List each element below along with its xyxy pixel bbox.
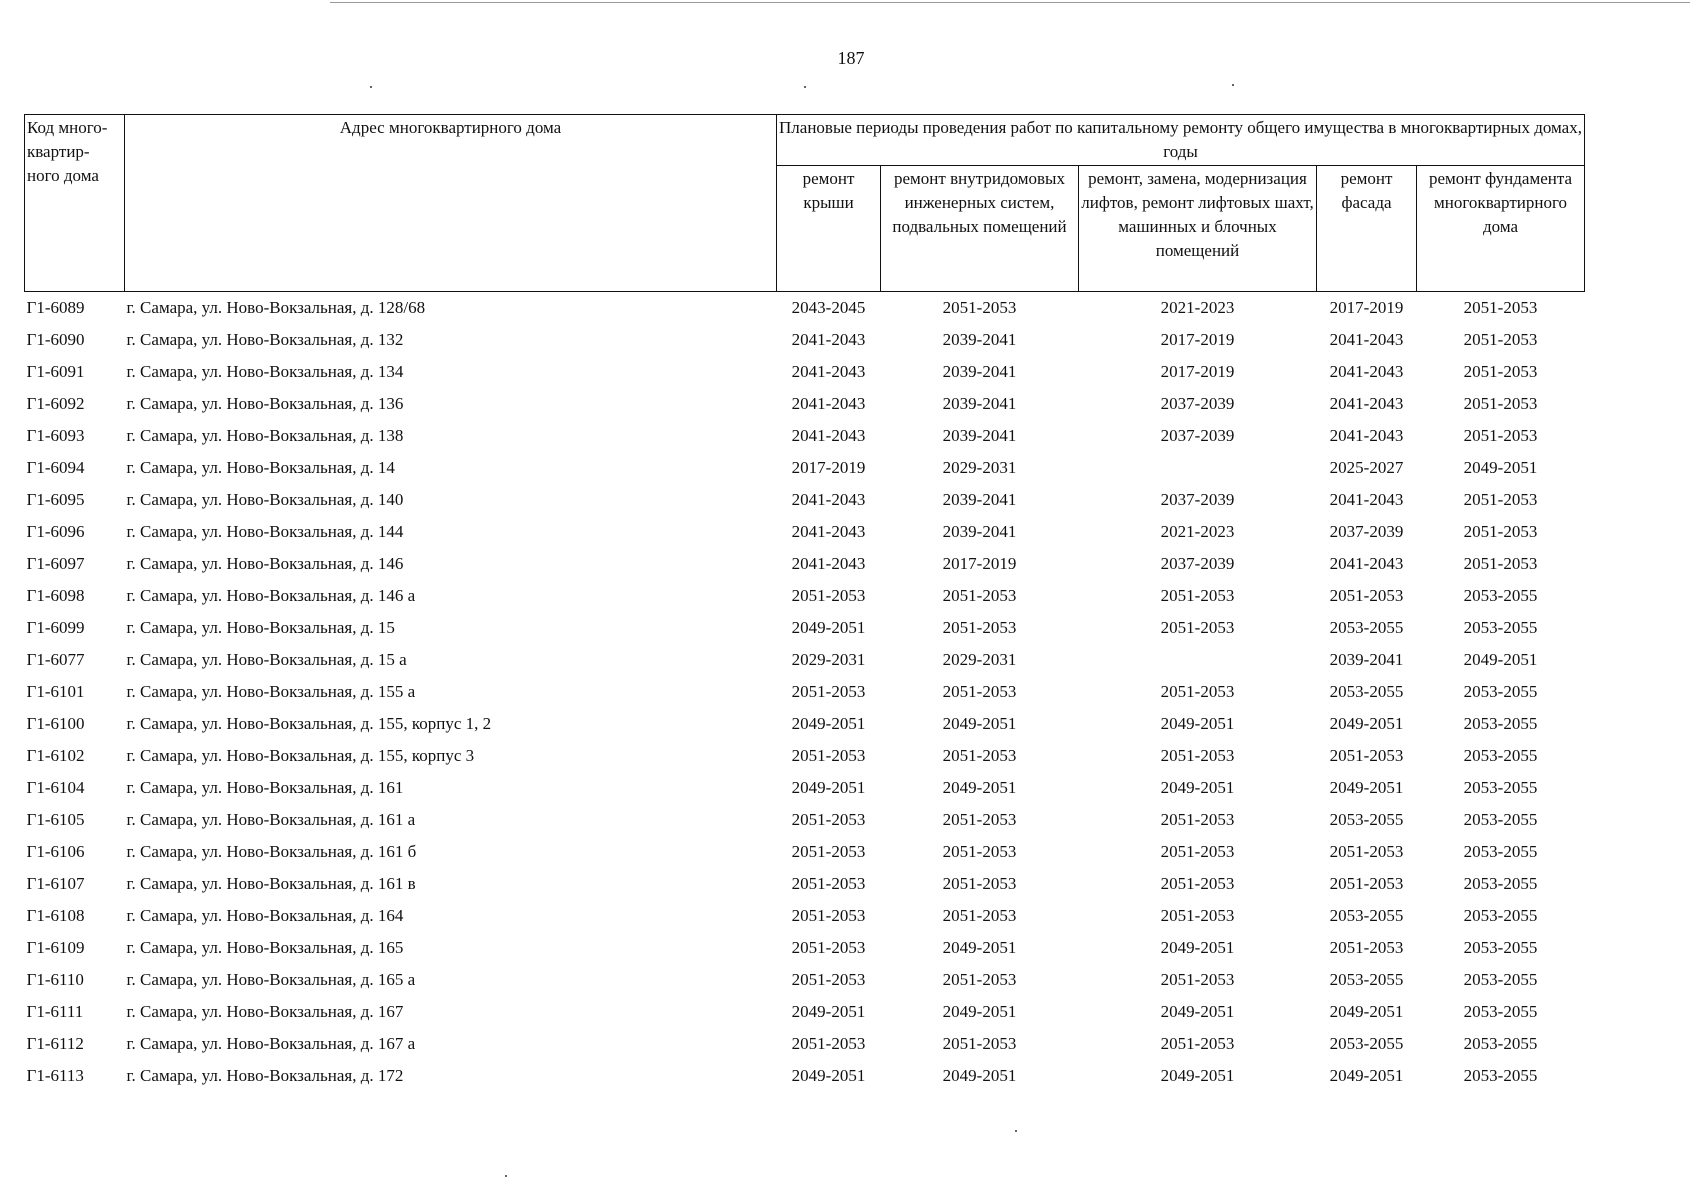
elevator-period-cell: 2051-2053 <box>1160 842 1235 861</box>
foundation-period-cell: 2053-2055 <box>1463 810 1538 829</box>
table-row <box>25 676 1585 708</box>
foundation-period-cell: 2053-2055 <box>1463 778 1538 797</box>
facade-period-cell: 2053-2055 <box>1329 682 1404 701</box>
house-code-cell: Г1-6099 <box>26 618 85 637</box>
facade-period-cell: 2025-2027 <box>1329 458 1404 477</box>
house-code-cell: Г1-6093 <box>26 426 85 445</box>
elevator-period-cell: 2049-2051 <box>1160 938 1235 957</box>
elevator-period-cell: 2051-2053 <box>1160 874 1235 893</box>
table-row <box>25 356 1585 388</box>
elevator-period-cell: 2049-2051 <box>1160 1066 1235 1085</box>
address-cell: г. Самара, ул. Ново-Вокзальная, д. 155 а <box>126 682 416 701</box>
foundation-period-cell: 2053-2055 <box>1463 938 1538 957</box>
foundation-period-cell: 2053-2055 <box>1463 714 1538 733</box>
engineering-period-cell: 2039-2041 <box>942 394 1017 413</box>
roof-period-cell: 2041-2043 <box>791 330 866 349</box>
roof-period-cell: 2049-2051 <box>791 1066 866 1085</box>
elevator-period-cell: 2049-2051 <box>1160 778 1235 797</box>
engineering-period-cell: 2051-2053 <box>942 842 1017 861</box>
house-code-cell: Г1-6111 <box>26 1002 84 1021</box>
scan-speck <box>505 1175 507 1177</box>
facade-period-cell: 2041-2043 <box>1329 394 1404 413</box>
scan-speck <box>804 86 806 88</box>
engineering-period-cell: 2039-2041 <box>942 330 1017 349</box>
facade-period-cell: 2049-2051 <box>1329 1066 1404 1085</box>
address-cell: г. Самара, ул. Ново-Вокзальная, д. 146 <box>126 554 404 573</box>
address-cell: г. Самара, ул. Ново-Вокзальная, д. 132 <box>126 330 404 349</box>
foundation-period-cell: 2053-2055 <box>1463 874 1538 893</box>
roof-period-cell: 2041-2043 <box>791 522 866 541</box>
address-cell: г. Самара, ул. Ново-Вокзальная, д. 146 а <box>126 586 416 605</box>
elevator-period-cell: 2051-2053 <box>1160 906 1235 925</box>
foundation-period-cell: 2051-2053 <box>1463 554 1538 573</box>
engineering-period-cell: 2029-2031 <box>942 650 1017 669</box>
house-code-cell: Г1-6108 <box>26 906 85 925</box>
roof-period-cell: 2051-2053 <box>791 842 866 861</box>
house-code-cell: Г1-6106 <box>26 842 85 861</box>
facade-period-cell: 2037-2039 <box>1329 522 1404 541</box>
address-cell: г. Самара, ул. Ново-Вокзальная, д. 155, корпус 3 <box>126 746 475 765</box>
engineering-period-cell: 2039-2041 <box>942 490 1017 509</box>
foundation-period-cell: 2051-2053 <box>1463 362 1538 381</box>
engineering-period-cell: 2051-2053 <box>942 906 1017 925</box>
foundation-period-cell: 2053-2055 <box>1463 586 1538 605</box>
capital-repair-schedule-table <box>24 114 1585 1092</box>
table-row <box>25 388 1585 420</box>
roof-period-cell: 2017-2019 <box>791 458 866 477</box>
address-cell: г. Самара, ул. Ново-Вокзальная, д. 15 а <box>126 650 407 669</box>
facade-period-cell: 2051-2053 <box>1329 746 1404 765</box>
roof-period-cell: 2043-2045 <box>791 298 866 317</box>
scan-edge-line <box>330 2 1690 3</box>
elevator-period-cell: 2021-2023 <box>1160 522 1235 541</box>
house-code-cell: Г1-6104 <box>26 778 85 797</box>
elevator-period-cell: 2037-2039 <box>1160 394 1235 413</box>
table-row <box>25 1028 1585 1060</box>
elevator-period-cell: 2051-2053 <box>1160 682 1235 701</box>
elevator-period-cell: 2017-2019 <box>1160 362 1235 381</box>
address-cell: г. Самара, ул. Ново-Вокзальная, д. 165 а <box>126 970 416 989</box>
house-code-cell: Г1-6091 <box>26 362 85 381</box>
address-cell: г. Самара, ул. Ново-Вокзальная, д. 161 а <box>126 810 416 829</box>
house-code-cell: Г1-6098 <box>26 586 85 605</box>
elevator-period-cell: 2021-2023 <box>1160 298 1235 317</box>
table-row <box>25 452 1585 484</box>
house-code-cell: Г1-6089 <box>26 298 85 317</box>
engineering-period-cell: 2049-2051 <box>942 714 1017 733</box>
header-engineering-repair: ремонт внутридомовых инженерных систем, подвальных помещений <box>881 166 1079 292</box>
foundation-period-cell: 2053-2055 <box>1463 906 1538 925</box>
address-cell: г. Самара, ул. Ново-Вокзальная, д. 155, корпус 1, 2 <box>126 714 492 733</box>
address-cell: г. Самара, ул. Ново-Вокзальная, д. 14 <box>126 458 395 477</box>
roof-period-cell: 2041-2043 <box>791 490 866 509</box>
header-address: Адрес многоквартирного дома <box>125 115 777 292</box>
house-code-cell: Г1-6109 <box>26 938 85 957</box>
engineering-period-cell: 2051-2053 <box>942 746 1017 765</box>
roof-period-cell: 2049-2051 <box>791 1002 866 1021</box>
roof-period-cell: 2051-2053 <box>791 810 866 829</box>
house-code-cell: Г1-6107 <box>26 874 85 893</box>
address-cell: г. Самара, ул. Ново-Вокзальная, д. 161 б <box>126 842 417 861</box>
header-foundation-repair: ремонт фундамента многоквартирного дома <box>1417 166 1585 292</box>
house-code-cell: Г1-6094 <box>26 458 85 477</box>
facade-period-cell: 2051-2053 <box>1329 842 1404 861</box>
elevator-period-cell: 2051-2053 <box>1160 586 1235 605</box>
facade-period-cell: 2051-2053 <box>1329 586 1404 605</box>
facade-period-cell: 2041-2043 <box>1329 362 1404 381</box>
roof-period-cell: 2041-2043 <box>791 362 866 381</box>
table-row <box>25 836 1585 868</box>
table-row <box>25 516 1585 548</box>
house-code-cell: Г1-6113 <box>26 1066 84 1085</box>
table-row <box>25 996 1585 1028</box>
facade-period-cell: 2051-2053 <box>1329 874 1404 893</box>
roof-period-cell: 2051-2053 <box>791 586 866 605</box>
page-number: 187 <box>837 48 865 68</box>
engineering-period-cell: 2051-2053 <box>942 682 1017 701</box>
elevator-period-cell: 2049-2051 <box>1160 714 1235 733</box>
header-facade-repair: ремонт фасада <box>1317 166 1417 292</box>
roof-period-cell: 2029-2031 <box>791 650 866 669</box>
elevator-period-cell: 2037-2039 <box>1160 554 1235 573</box>
header-roof-repair: ремонт крыши <box>777 166 881 292</box>
engineering-period-cell: 2051-2053 <box>942 874 1017 893</box>
house-code-cell: Г1-6096 <box>26 522 85 541</box>
facade-period-cell: 2041-2043 <box>1329 554 1404 573</box>
address-cell: г. Самара, ул. Ново-Вокзальная, д. 161 в <box>126 874 416 893</box>
elevator-period-cell: 2051-2053 <box>1160 970 1235 989</box>
foundation-period-cell: 2053-2055 <box>1463 1002 1538 1021</box>
table-row <box>25 644 1585 676</box>
address-cell: г. Самара, ул. Ново-Вокзальная, д. 15 <box>126 618 395 637</box>
house-code-cell: Г1-6100 <box>26 714 85 733</box>
foundation-period-cell: 2049-2051 <box>1463 650 1538 669</box>
table-body <box>25 292 1585 1093</box>
engineering-period-cell: 2039-2041 <box>942 426 1017 445</box>
house-code-cell: Г1-6095 <box>26 490 85 509</box>
house-code-cell: Г1-6101 <box>26 682 85 701</box>
address-cell: г. Самара, ул. Ново-Вокзальная, д. 164 <box>126 906 404 925</box>
roof-period-cell: 2049-2051 <box>791 714 866 733</box>
facade-period-cell: 2049-2051 <box>1329 1002 1404 1021</box>
engineering-period-cell: 2051-2053 <box>942 298 1017 317</box>
table-row <box>25 292 1585 325</box>
table-row <box>25 708 1585 740</box>
facade-period-cell: 2053-2055 <box>1329 1034 1404 1053</box>
table-row <box>25 804 1585 836</box>
table-row <box>25 580 1585 612</box>
house-code-cell: Г1-6110 <box>26 970 84 989</box>
roof-period-cell: 2051-2053 <box>791 1034 866 1053</box>
house-code-cell: Г1-6102 <box>26 746 85 765</box>
roof-period-cell: 2049-2051 <box>791 618 866 637</box>
elevator-period-cell: 2037-2039 <box>1160 426 1235 445</box>
engineering-period-cell: 2049-2051 <box>942 1066 1017 1085</box>
elevator-period-cell: 2037-2039 <box>1160 490 1235 509</box>
house-code-cell: Г1-6112 <box>26 1034 84 1053</box>
elevator-period-cell: 2051-2053 <box>1160 1034 1235 1053</box>
table-row <box>25 964 1585 996</box>
table-row <box>25 324 1585 356</box>
facade-period-cell: 2049-2051 <box>1329 714 1404 733</box>
table-row <box>25 420 1585 452</box>
address-cell: г. Самара, ул. Ново-Вокзальная, д. 134 <box>126 362 404 381</box>
roof-period-cell: 2041-2043 <box>791 394 866 413</box>
scan-speck <box>370 86 372 88</box>
house-code-cell: Г1-6090 <box>26 330 85 349</box>
engineering-period-cell: 2017-2019 <box>942 554 1017 573</box>
engineering-period-cell: 2039-2041 <box>942 362 1017 381</box>
facade-period-cell: 2041-2043 <box>1329 330 1404 349</box>
foundation-period-cell: 2053-2055 <box>1463 682 1538 701</box>
house-code-cell: Г1-6077 <box>26 650 85 669</box>
header-house-code: Код много-квартир-ного дома <box>25 115 125 292</box>
facade-period-cell: 2039-2041 <box>1329 650 1404 669</box>
facade-period-cell: 2053-2055 <box>1329 810 1404 829</box>
foundation-period-cell: 2051-2053 <box>1463 330 1538 349</box>
roof-period-cell: 2051-2053 <box>791 874 866 893</box>
elevator-period-cell: 2051-2053 <box>1160 746 1235 765</box>
foundation-period-cell: 2051-2053 <box>1463 394 1538 413</box>
table-row <box>25 548 1585 580</box>
roof-period-cell: 2051-2053 <box>791 938 866 957</box>
address-cell: г. Самара, ул. Ново-Вокзальная, д. 161 <box>126 778 404 797</box>
roof-period-cell: 2041-2043 <box>791 426 866 445</box>
engineering-period-cell: 2051-2053 <box>942 586 1017 605</box>
engineering-period-cell: 2049-2051 <box>942 1002 1017 1021</box>
foundation-period-cell: 2053-2055 <box>1463 1066 1538 1085</box>
address-cell: г. Самара, ул. Ново-Вокзальная, д. 138 <box>126 426 404 445</box>
engineering-period-cell: 2051-2053 <box>942 970 1017 989</box>
roof-period-cell: 2051-2053 <box>791 746 866 765</box>
header-elevator-repair: ремонт, замена, модернизация лифтов, ремонт лифтовых шахт, машинных и блочных помещений <box>1079 166 1317 292</box>
elevator-period-cell <box>1079 452 1317 484</box>
address-cell: г. Самара, ул. Ново-Вокзальная, д. 144 <box>126 522 404 541</box>
foundation-period-cell: 2053-2055 <box>1463 970 1538 989</box>
engineering-period-cell: 2051-2053 <box>942 618 1017 637</box>
address-cell: г. Самара, ул. Ново-Вокзальная, д. 167 <box>126 1002 404 1021</box>
address-cell: г. Самара, ул. Ново-Вокзальная, д. 165 <box>126 938 404 957</box>
table-row <box>25 484 1585 516</box>
facade-period-cell: 2053-2055 <box>1329 618 1404 637</box>
table-row <box>25 740 1585 772</box>
facade-period-cell: 2049-2051 <box>1329 778 1404 797</box>
engineering-period-cell: 2049-2051 <box>942 778 1017 797</box>
table-row <box>25 612 1585 644</box>
roof-period-cell: 2051-2053 <box>791 906 866 925</box>
address-cell: г. Самара, ул. Ново-Вокзальная, д. 167 а <box>126 1034 416 1053</box>
address-cell: г. Самара, ул. Ново-Вокзальная, д. 136 <box>126 394 404 413</box>
facade-period-cell: 2053-2055 <box>1329 970 1404 989</box>
foundation-period-cell: 2053-2055 <box>1463 746 1538 765</box>
roof-period-cell: 2041-2043 <box>791 554 866 573</box>
facade-period-cell: 2041-2043 <box>1329 426 1404 445</box>
engineering-period-cell: 2029-2031 <box>942 458 1017 477</box>
engineering-period-cell: 2039-2041 <box>942 522 1017 541</box>
engineering-period-cell: 2049-2051 <box>942 938 1017 957</box>
roof-period-cell: 2051-2053 <box>791 970 866 989</box>
elevator-period-cell: 2051-2053 <box>1160 810 1235 829</box>
foundation-period-cell: 2053-2055 <box>1463 842 1538 861</box>
engineering-period-cell: 2051-2053 <box>942 810 1017 829</box>
scan-speck <box>1232 84 1234 86</box>
foundation-period-cell: 2051-2053 <box>1463 490 1538 509</box>
house-code-cell: Г1-6105 <box>26 810 85 829</box>
table-row <box>25 772 1585 804</box>
foundation-period-cell: 2051-2053 <box>1463 298 1538 317</box>
facade-period-cell: 2041-2043 <box>1329 490 1404 509</box>
house-code-cell: Г1-6097 <box>26 554 85 573</box>
roof-period-cell: 2049-2051 <box>791 778 866 797</box>
facade-period-cell: 2053-2055 <box>1329 906 1404 925</box>
elevator-period-cell: 2049-2051 <box>1160 1002 1235 1021</box>
table-row <box>25 900 1585 932</box>
header-planned-periods: Плановые периоды проведения работ по капитальному ремонту общего имущества в многоквартирных домах, годы <box>777 115 1585 166</box>
house-code-cell: Г1-6092 <box>26 394 85 413</box>
facade-period-cell: 2051-2053 <box>1329 938 1404 957</box>
facade-period-cell: 2017-2019 <box>1329 298 1404 317</box>
elevator-period-cell: 2051-2053 <box>1160 618 1235 637</box>
address-cell: г. Самара, ул. Ново-Вокзальная, д. 140 <box>126 490 404 509</box>
table-row <box>25 932 1585 964</box>
foundation-period-cell: 2051-2053 <box>1463 426 1538 445</box>
table-row <box>25 868 1585 900</box>
scan-speck <box>1015 1130 1017 1132</box>
elevator-period-cell: 2017-2019 <box>1160 330 1235 349</box>
address-cell: г. Самара, ул. Ново-Вокзальная, д. 172 <box>126 1066 404 1085</box>
roof-period-cell: 2051-2053 <box>791 682 866 701</box>
elevator-period-cell <box>1079 644 1317 676</box>
table-row <box>25 1060 1585 1092</box>
foundation-period-cell: 2051-2053 <box>1463 522 1538 541</box>
foundation-period-cell: 2053-2055 <box>1463 1034 1538 1053</box>
engineering-period-cell: 2051-2053 <box>942 1034 1017 1053</box>
address-cell: г. Самара, ул. Ново-Вокзальная, д. 128/68 <box>126 298 426 317</box>
foundation-period-cell: 2049-2051 <box>1463 458 1538 477</box>
foundation-period-cell: 2053-2055 <box>1463 618 1538 637</box>
